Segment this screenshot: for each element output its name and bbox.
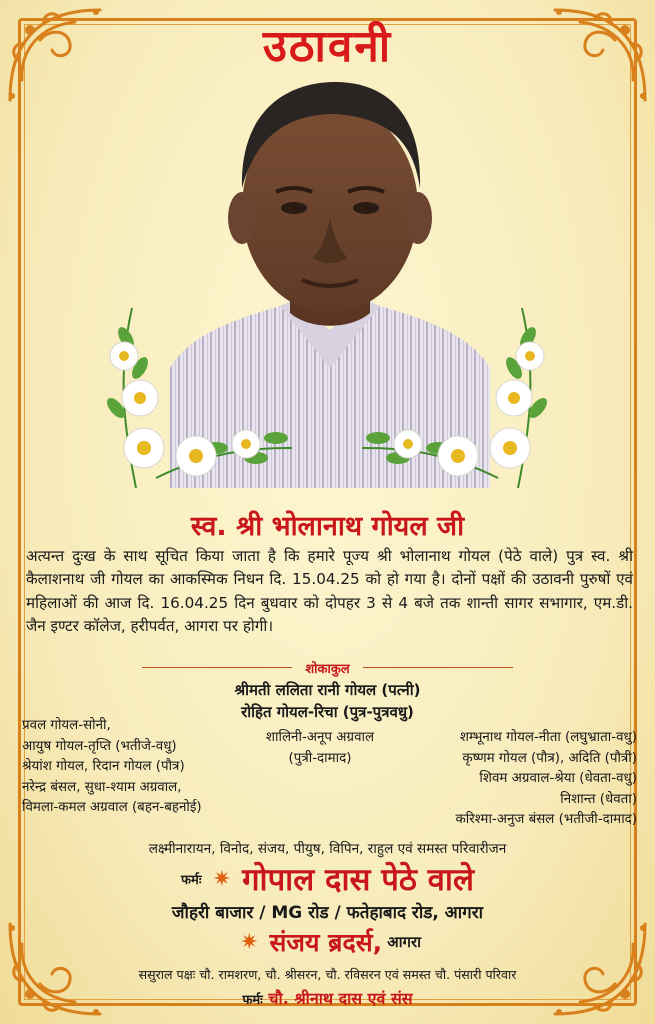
announcement-text: अत्यन्त दुःख के साथ सूचित किया जाता है कि हमारे पूज्य श्री भोलानाथ गोयल (पेठे वाले) पुत्र स्व. श्री कैलाशनाथ जी गोयल का आकस्मिक निधन दि. 15.04.25 को हो गया है। दोनों पक्षों की उठावनी पुरुषों एवं महिलाओं की आज दि. 16.04.25 दिन बुधवार को दोपहर 3 से 4 बजे तक शान्ती सागर सभागार, एम.डी. जैन इण्टर कॉलेज, हरीपर्वत, आगरा पर होगी। xyxy=(26,547,633,636)
firm-address: जौहरी बाजार / MG रोड / फतेहाबाद रोड, आगरा xyxy=(171,903,484,923)
in-laws-firm-name: चौ. श्रीनाथ दास एवं संस xyxy=(268,989,413,1008)
list-item: करिश्मा-अनुज बंसल (भतीजी-दामाद) xyxy=(455,812,637,827)
firm-name: गोपाल दास पेठे वाले xyxy=(242,862,474,898)
list-item: नरेन्द्र बंसल, सुधा-श्याम अग्रवाल, xyxy=(22,779,182,795)
star-icon: ✷ xyxy=(239,929,259,955)
sub-firm-row xyxy=(0,925,655,959)
list-item: श्रेयांश गोयल, रिदान गोयल (पौत्र) xyxy=(22,759,185,774)
son-line: रोहित गोयल-रिचा (पुत्र-पुत्रवधु) xyxy=(241,703,414,721)
list-item: निशान्त (धेवता) xyxy=(560,791,637,807)
list-item: कृष्णम गोयल (पौत्र), अदिति (पौत्री) xyxy=(462,750,637,766)
mourners-center-list xyxy=(240,728,400,769)
list-item: शिवम अग्रवाल-श्रेया (धेवता-वधु) xyxy=(479,771,637,786)
page-title: उठावनी xyxy=(262,21,393,72)
mourners-left-list xyxy=(22,716,272,819)
sub-firm-name: संजय ब्रदर्स, xyxy=(269,928,383,957)
list-item: (पुत्री-दामाद) xyxy=(288,750,352,766)
star-icon: ✷ xyxy=(212,866,231,892)
list-item: आयुष गोयल-तृप्ति (भतीजे-वधु) xyxy=(22,738,177,754)
sub-firm-city: आगरा xyxy=(387,933,422,951)
family-members: लक्ष्मीनारायन, विनोद, संजय, पीयुष, विपिन, राहुल एवं समस्त परिवारीजन xyxy=(148,841,507,857)
firm-row xyxy=(0,858,655,900)
deceased-name: स्व. श्री भोलानाथ गोयल जी xyxy=(190,511,465,542)
list-item: शालिनी-अनूप अग्रवाल xyxy=(265,730,375,745)
in-laws-firm-label: फर्मः xyxy=(242,993,263,1008)
in-laws-firm xyxy=(0,987,655,1009)
divider xyxy=(142,667,292,668)
flower-decoration-icon xyxy=(358,298,558,498)
list-item: विमला-कमल अग्रवाल (बहन-बहनोई) xyxy=(22,800,202,815)
in-laws-line: ससुराल पक्षः चौ. रामशरण, चौ. श्रीसरन, चौ. रविसरन एवं समस्त चौ. पंसारी परिवार xyxy=(138,967,517,982)
divider xyxy=(363,667,513,668)
list-item: प्रवल गोयल-सोनी, xyxy=(22,718,111,733)
firm-label: फर्मः xyxy=(181,873,202,888)
spouse-line: श्रीमती ललिता रानी गोयल (पत्नी) xyxy=(234,681,421,699)
mourners-heading: शोकाकुल xyxy=(305,661,350,677)
flower-decoration-icon xyxy=(96,298,296,498)
list-item: शम्भूनाथ गोयल-नीता (लघुभ्राता-वधु) xyxy=(459,730,637,745)
mourners-right-list xyxy=(387,728,637,831)
mourners-heading-row xyxy=(0,657,655,677)
